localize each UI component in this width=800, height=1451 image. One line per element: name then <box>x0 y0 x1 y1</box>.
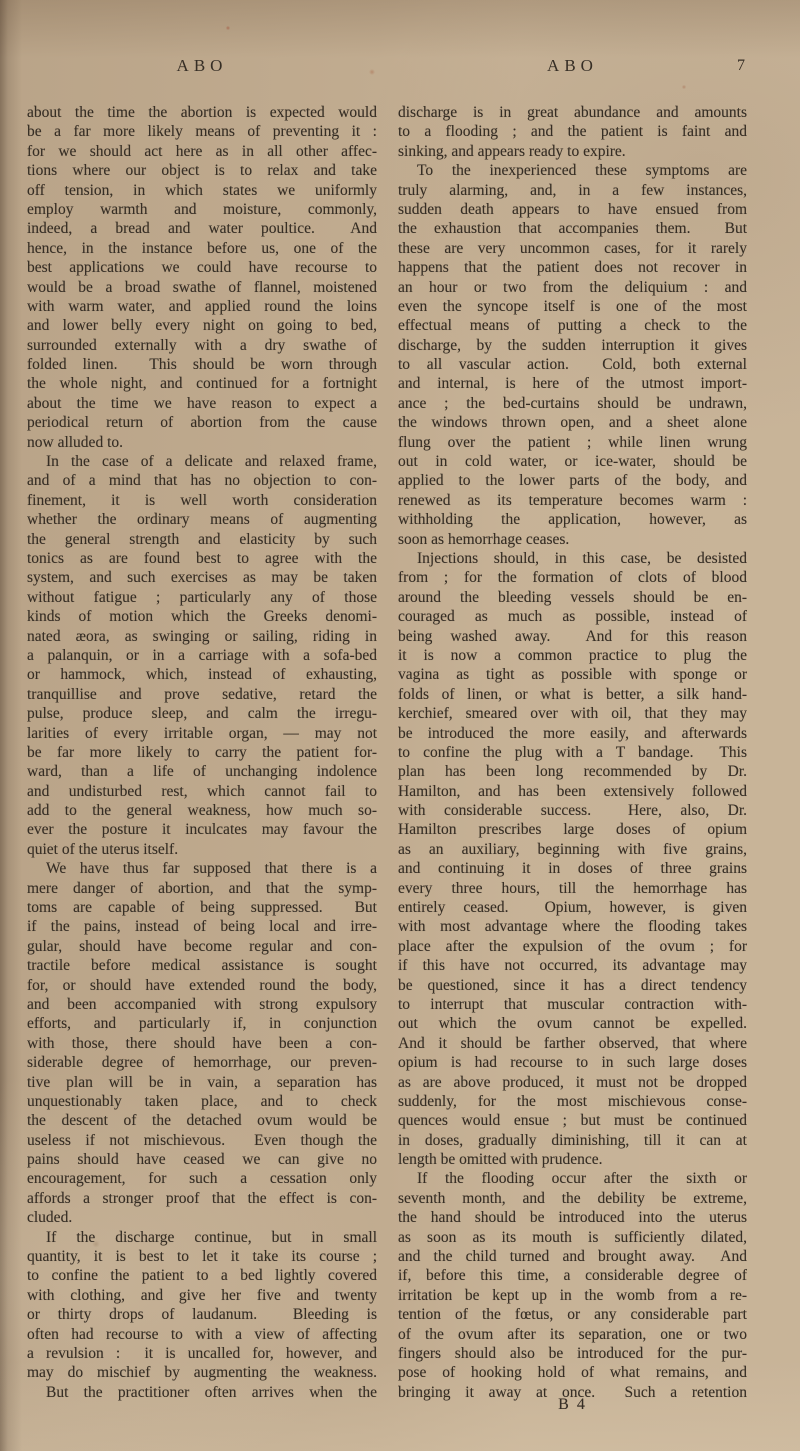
text-line: If the discharge continue, but in small <box>46 1228 377 1246</box>
text-line: sudden death appears to have ensued from <box>398 200 747 218</box>
text-line: out which the ovum cannot be expelled. <box>398 1015 747 1033</box>
running-head-title-right: ABO <box>547 56 598 75</box>
text-line: To the inexperienced these symptoms are <box>417 162 747 180</box>
text-line: best applications we could have recourse to <box>27 259 377 277</box>
text-line: if this have not occurred, its advantage may <box>398 957 747 975</box>
right-text-column <box>398 103 747 1402</box>
text-line: We have thus far supposed that there is a <box>46 860 377 878</box>
text-line: and of a mind that has no objection to con- <box>27 472 377 490</box>
text-line: mere danger of abortion, and that the symp- <box>27 879 377 897</box>
text-line: and internal, is here of the utmost import- <box>398 375 747 393</box>
text-line: nated æora, as swinging or sailing, riding in <box>27 627 377 645</box>
text-line: tions where our object is to relax and take <box>27 162 377 180</box>
text-line: gular, should have become regular and con- <box>27 937 377 955</box>
text-line: every three hours, till the hemorrhage has <box>398 879 747 897</box>
text-line: the whole night, and continued for a fortnight <box>27 375 377 393</box>
text-line: ward, than a life of unchanging indolence <box>27 763 377 781</box>
text-line: with those, there should have been a con- <box>27 1034 377 1052</box>
text-line: often had recourse to with a view of affecting <box>27 1325 377 1343</box>
text-line: to interrupt that muscular contraction with- <box>398 995 747 1013</box>
text-line: seventh month, and the debility be extreme, <box>398 1189 747 1207</box>
text-line: be questioned, since it has a direct tendency <box>398 976 747 994</box>
text-line: being washed away. And for this reason <box>398 627 747 645</box>
text-line: tention of the fœtus, or any considerable part <box>398 1306 747 1324</box>
text-line: unquestionably taken place, and to check <box>27 1092 377 1110</box>
text-line: And it should be farther observed, that where <box>398 1034 747 1052</box>
text-line: quiet of the uterus itself. <box>27 840 179 858</box>
text-line: toms are capable of being suppressed. But <box>27 899 377 917</box>
text-line: with warm water, and applied round the loins <box>27 297 377 315</box>
text-line: discharge, by the sudden interruption it gives <box>398 336 747 354</box>
text-line: effectual means of putting a check to the <box>398 317 747 335</box>
text-line: surrounded externally with a dry swathe of <box>27 336 377 354</box>
text-line: applied to the lower parts of the body, and <box>398 472 747 490</box>
text-line: from ; for the formation of clots of blood <box>398 569 747 587</box>
text-line: add to the general weakness, how much so- <box>27 802 377 820</box>
text-line: and undisturbed rest, which cannot fail to <box>27 782 377 800</box>
text-line: Hamilton prescribes large doses of opium <box>398 821 747 839</box>
text-line: whether the ordinary means of augmenting <box>27 511 377 529</box>
text-line: to a flooding ; and the patient is faint and <box>398 123 747 141</box>
text-line: tractile before medical assistance is sought <box>27 957 377 975</box>
text-line: ever the posture it inculcates may favour the <box>27 821 377 839</box>
text-line: about the time we have reason to expect a <box>27 394 377 412</box>
text-line: be a far more likely means of preventing it : <box>27 123 377 141</box>
text-line: or hammock, which, instead of exhausting, <box>27 666 377 684</box>
text-line: quantity, it is best to let it take its course ; <box>27 1248 377 1266</box>
text-line: soon as hemorrhage ceases. <box>398 530 570 548</box>
text-line: as are above produced, it must not be dropped <box>398 1073 747 1091</box>
text-line: off tension, in which states we uniformly <box>27 181 377 199</box>
text-line: withholding the application, however, as <box>398 511 747 529</box>
left-text-column <box>27 103 377 1402</box>
text-line: tranquillise and prove sedative, retard the <box>27 685 377 703</box>
text-line: to all vascular action. Cold, both external <box>398 356 747 374</box>
text-line: of the ovum after its separation, one or two <box>398 1325 747 1343</box>
text-line: finement, it is well worth consideration <box>27 491 377 509</box>
text-line: tive plan will be in vain, a separation has <box>27 1073 377 1091</box>
text-line: in doses, gradually diminishing, till it can at <box>398 1131 747 1149</box>
text-line: be far more likely to carry the patient for- <box>27 743 377 761</box>
running-head-right <box>398 56 747 80</box>
text-line: truly alarming, and, in a few instances, <box>398 181 747 199</box>
text-line: these are very uncommon cases, for it rarely <box>398 239 747 257</box>
text-line: would be a broad swathe of flannel, moistened <box>27 278 377 296</box>
text-line: employ warmth and moisture, commonly, <box>27 200 377 218</box>
text-line: if, before this time, a considerable degree of <box>398 1267 747 1285</box>
text-line: happens that the patient does not recover in <box>398 259 747 277</box>
text-line: bringing it away at once. Such a retention <box>398 1383 747 1401</box>
text-line: pains should have ceased we can give no <box>27 1151 377 1169</box>
text-line: pulse, produce sleep, and calm the irregu- <box>27 705 377 723</box>
text-line: for we should act here as in all other affec- <box>27 142 377 160</box>
text-line: opium is had recourse to in such large doses <box>398 1054 747 1072</box>
text-line: suddenly, for the most mischievous conse- <box>398 1092 747 1110</box>
text-line: with clothing, and give her five and twenty <box>27 1286 377 1304</box>
text-line: the windows thrown open, and a sheet alone <box>398 414 747 432</box>
text-line: irritation be kept up in the womb from a re- <box>398 1286 747 1304</box>
text-line: it is now a common practice to plug the <box>398 646 747 664</box>
text-line: to confine the plug with a T bandage. This <box>398 743 747 761</box>
text-line: periodical return of abortion from the cause <box>27 414 377 432</box>
text-line: folded linen. This should be worn through <box>27 356 377 374</box>
text-line: couraged as much as possible, instead of <box>398 608 747 626</box>
text-line: for, or should have extended round the body, <box>27 976 377 994</box>
text-line: as soon as its mouth is sufficiently dilated, <box>398 1228 747 1246</box>
text-line: Injections should, in this case, be desisted <box>417 549 747 567</box>
text-line: indeed, a bread and water poultice. And <box>27 220 377 238</box>
text-line: kerchief, smeared over with oil, that they may <box>398 705 747 723</box>
text-line: or thirty drops of laudanum. Bleeding is <box>27 1306 377 1324</box>
text-line: siderable degree of hemorrhage, our preven- <box>27 1054 377 1072</box>
text-line: and lower belly every night on going to bed, <box>27 317 377 335</box>
text-line: quences would ensue ; but must be continued <box>398 1112 747 1130</box>
text-line: to confine the patient to a bed lightly covered <box>27 1267 377 1285</box>
text-line: affords a stronger proof that the effect is con- <box>27 1189 377 1207</box>
running-head-title-left: ABO <box>176 56 228 75</box>
text-line: without fatigue ; particularly any of those <box>27 588 377 606</box>
text-line: system, and such exercises as may be taken <box>27 569 377 587</box>
text-line: about the time the abortion is expected would <box>27 104 377 121</box>
text-line: plan has been long recommended by Dr. <box>398 763 747 781</box>
text-line: place after the expulsion of the ovum ; for <box>398 937 747 955</box>
text-line: an hour or two from the deliquium : and <box>398 278 747 296</box>
text-line: even the syncope itself is one of the most <box>398 297 747 315</box>
text-line: flung over the patient ; while linen wrung <box>398 433 747 451</box>
text-line: efforts, and particularly if, in conjunction <box>27 1015 377 1033</box>
text-line: and the child turned and brought away. And <box>398 1248 747 1266</box>
text-line: kinds of motion which the Greeks denomi- <box>27 608 377 626</box>
text-line: as an auxiliary, beginning with five grains, <box>398 840 747 858</box>
page-number: 7 <box>737 57 745 74</box>
text-line: vagina as tight as possible with sponge or <box>398 666 747 684</box>
text-line: discharge is in great abundance and amounts <box>398 104 747 121</box>
text-line: Hamilton, and has been extensively followed <box>398 782 747 800</box>
running-head-left <box>27 56 377 80</box>
text-line: folds of linen, or what is better, a silk hand- <box>398 685 747 703</box>
text-line: cluded. <box>27 1209 73 1227</box>
text-line: now alluded to. <box>27 433 123 451</box>
text-line: a revulsion : it is uncalled for, however, and <box>27 1345 377 1362</box>
text-line: the exhaustion that accompanies them. But <box>398 220 747 238</box>
text-line: the descent of the detached ovum would be <box>27 1112 377 1130</box>
text-line: useless if not mischievous. Even though the <box>27 1131 377 1149</box>
text-line: with most advantage where the flooding takes <box>398 918 747 936</box>
text-line: pose of hooking hold of what remains, and <box>398 1364 747 1382</box>
text-line: larities of every irritable organ, — may not <box>27 724 377 742</box>
text-line: length be omitted with prudence. <box>398 1151 603 1169</box>
text-line: hence, in the instance before us, one of the <box>27 239 377 257</box>
text-line: out in cold water, or ice-water, should be <box>398 453 747 471</box>
text-line: be introduced the more easily, and afterwards <box>398 724 747 742</box>
text-line: fingers should also be introduced for the pur- <box>398 1345 747 1362</box>
text-line: a palanquin, or in a carriage with a sofa-bed <box>27 646 377 664</box>
text-line: In the case of a delicate and relaxed frame, <box>46 453 377 471</box>
text-line: encouragement, for such a cessation only <box>27 1170 377 1188</box>
signature-mark: B 4 <box>558 1396 587 1413</box>
text-line: entirely ceased. Opium, however, is given <box>398 899 747 917</box>
text-line: may do mischief by augmenting the weakness. <box>27 1364 377 1382</box>
text-line: ance ; the bed-curtains should be undrawn, <box>398 394 747 412</box>
text-line: renewed as its temperature becomes warm : <box>398 491 747 509</box>
text-line: and been accompanied with strong expulsory <box>27 995 377 1013</box>
text-line: if the pains, instead of being local and irre- <box>27 918 377 936</box>
text-line: tonics as are found best to agree with the <box>27 549 377 567</box>
text-line: and continuing it in doses of three grains <box>398 860 747 878</box>
text-line: around the bleeding vessels should be en- <box>398 588 747 606</box>
text-line: with considerable success. Here, also, Dr. <box>398 802 747 820</box>
text-line: But the practitioner often arrives when the <box>46 1383 377 1401</box>
text-line: the general strength and elasticity by such <box>27 530 377 548</box>
text-line: the hand should be introduced into the uterus <box>398 1209 747 1227</box>
text-line: If the flooding occur after the sixth or <box>417 1170 747 1188</box>
text-line: sinking, and appears ready to expire. <box>398 142 626 160</box>
